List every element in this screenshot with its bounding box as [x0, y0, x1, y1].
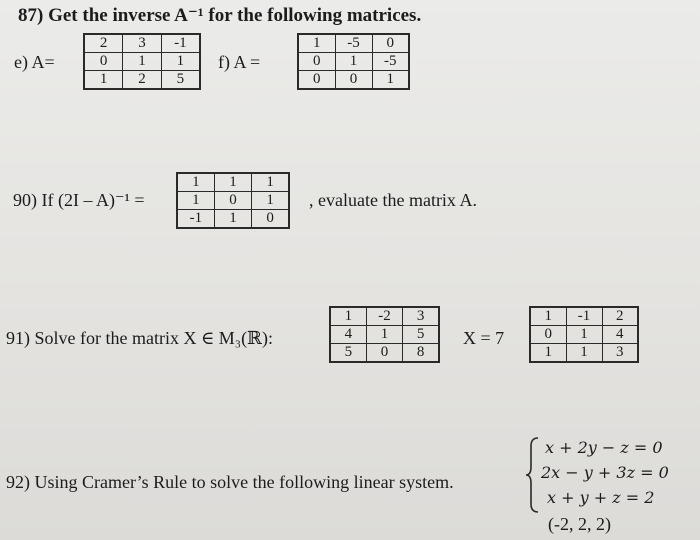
matrix-cell: 1 [214, 210, 251, 229]
matrix-row [177, 210, 289, 229]
question-90-suffix: , evaluate the matrix A. [309, 190, 477, 210]
matrix-cell: 5 [161, 71, 200, 90]
matrix-cell: 3 [602, 344, 638, 363]
matrix-cell: 2 [84, 34, 123, 53]
matrix-cell: 1 [372, 71, 409, 90]
matrix-cell: 1 [252, 173, 289, 192]
matrix-row [177, 173, 289, 192]
matrix-q91-left [329, 306, 440, 363]
matrix-row [530, 344, 638, 363]
matrix-cell: 0 [84, 53, 123, 71]
question-92-text: 92) Using Cramer’s Rule to solve the following linear system. [6, 472, 454, 492]
matrix-row [177, 192, 289, 210]
matrix-cell: 0 [214, 192, 251, 210]
matrix-cell: 1 [566, 326, 602, 344]
matrix-cell: 0 [298, 53, 335, 71]
matrix-cell: 1 [177, 173, 214, 192]
equation-1: x + 2y − z = 0 [545, 438, 663, 457]
matrix-row [330, 307, 439, 326]
matrix-row [298, 71, 409, 90]
question-87-title: 87) Get the inverse A⁻¹ for the following matrices. [18, 5, 422, 26]
matrix-cell: 0 [372, 34, 409, 53]
matrix-cell: -1 [566, 307, 602, 326]
matrix-cell: 5 [403, 326, 439, 344]
matrix-q91-right [529, 306, 639, 363]
equation-2: 2x − y + 3z = 0 [541, 463, 669, 482]
matrix-cell: -1 [161, 34, 200, 53]
matrix-cell: 1 [566, 344, 602, 363]
matrix-cell: -2 [366, 307, 402, 326]
question-91-middle: X = 7 [463, 328, 505, 348]
matrix-cell: 2 [123, 71, 162, 90]
matrix-row [84, 34, 200, 53]
question-91-prefix: 91) Solve for the matrix X ∈ M₃(ℝ): [6, 328, 274, 348]
matrix-cell: -5 [335, 34, 372, 53]
matrix-cell: 1 [214, 173, 251, 192]
matrix-cell: 1 [366, 326, 402, 344]
system-brace [524, 436, 542, 514]
matrix-q90 [176, 172, 290, 229]
matrix-cell: 3 [123, 34, 162, 53]
matrix-cell: 5 [330, 344, 366, 363]
matrix-cell: 0 [366, 344, 402, 363]
matrix-row [330, 326, 439, 344]
matrix-row [330, 344, 439, 363]
matrix-cell: 1 [298, 34, 335, 53]
matrix-cell: -1 [177, 210, 214, 229]
part-f-label: f) A = [218, 52, 261, 72]
part-e-label: e) A= [14, 52, 55, 72]
matrix-cell: 0 [298, 71, 335, 90]
matrix-row [298, 53, 409, 71]
matrix-cell: 1 [161, 53, 200, 71]
matrix-row [530, 307, 638, 326]
matrix-cell: 2 [602, 307, 638, 326]
matrix-e [83, 33, 201, 90]
matrix-cell: 1 [252, 192, 289, 210]
matrix-cell: -5 [372, 53, 409, 71]
matrix-cell: 8 [403, 344, 439, 363]
system-answer: (-2, 2, 2) [548, 514, 611, 534]
matrix-cell: 1 [123, 53, 162, 71]
matrix-row [84, 71, 200, 90]
matrix-cell: 1 [335, 53, 372, 71]
matrix-cell: 1 [84, 71, 123, 90]
matrix-cell: 0 [335, 71, 372, 90]
matrix-cell: 1 [530, 344, 566, 363]
matrix-cell: 4 [602, 326, 638, 344]
matrix-cell: 0 [252, 210, 289, 229]
matrix-cell: 4 [330, 326, 366, 344]
matrix-cell: 0 [530, 326, 566, 344]
question-90-prefix: 90) If (2I – A)⁻¹ = [13, 190, 145, 210]
equation-3: x + y + z = 2 [547, 488, 655, 507]
matrix-cell: 3 [403, 307, 439, 326]
matrix-cell: 1 [530, 307, 566, 326]
matrix-cell: 1 [177, 192, 214, 210]
matrix-f [297, 33, 410, 90]
matrix-row [84, 53, 200, 71]
matrix-cell: 1 [330, 307, 366, 326]
matrix-row [530, 326, 638, 344]
matrix-row [298, 34, 409, 53]
